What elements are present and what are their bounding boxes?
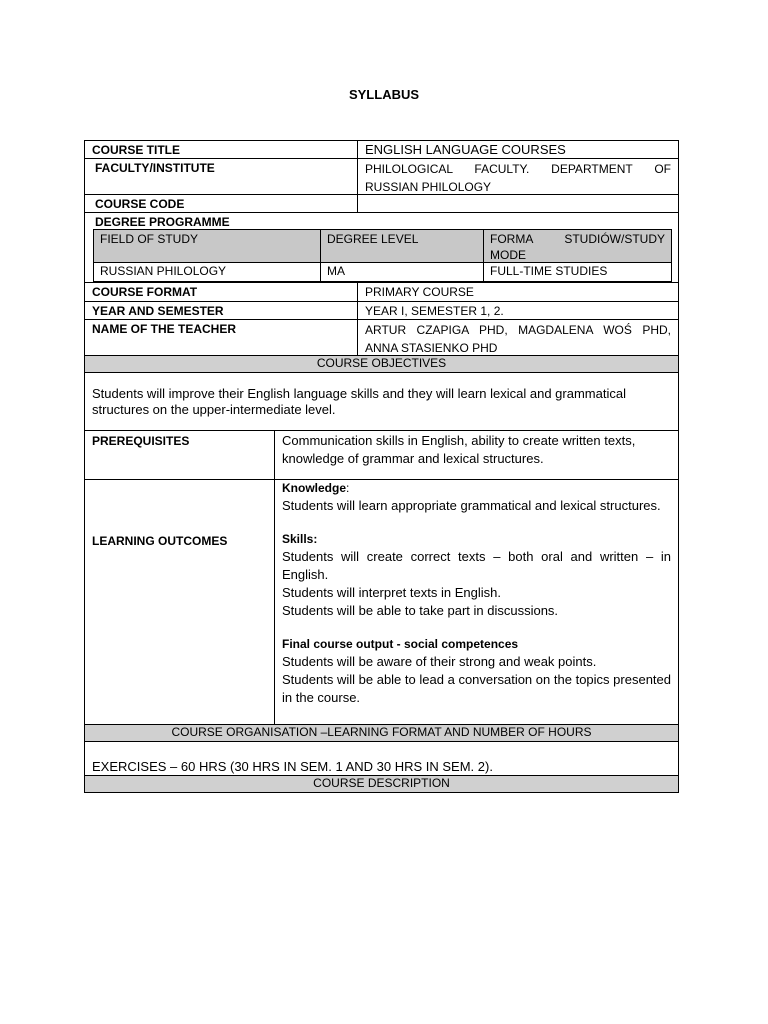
row-objectives: [84, 373, 679, 431]
degree-header-field: FIELD OF STUDY: [100, 232, 199, 246]
faculty-label: FACULTY/INSTITUTE: [95, 161, 215, 175]
course-format-value: PRIMARY COURSE: [357, 283, 678, 301]
row-course-title: [84, 140, 679, 159]
prerequisites-label: PREREQUISITES: [92, 434, 190, 448]
row-organisation: [84, 742, 679, 776]
degree-value-level: MA: [320, 262, 483, 281]
spacer: [282, 515, 671, 531]
organisation-text: EXERCISES – 60 HRS (30 HRS IN SEM. 1 AND 30 HRS IN SEM. 2).: [92, 759, 493, 774]
faculty-value: PHILOLOGICAL FACULTY. DEPARTMENT OF RUSSIAN PHILOLOGY: [357, 159, 678, 194]
spacer: [282, 620, 671, 636]
degree-value-field: RUSSIAN PHILOLOGY: [100, 264, 227, 278]
row-degree-programme: [84, 213, 679, 283]
syllabus-table: [84, 140, 679, 793]
degree-value-row: [93, 262, 672, 282]
row-course-code: [84, 195, 679, 213]
social-item-2: Students will be able to lead a conversation on the topics presented in the course.: [282, 672, 671, 705]
skills-item-3: Students will be able to take part in discussions.: [282, 603, 559, 618]
objectives-text: Students will improve their English language skills and they will learn lexical and grammatical structures on the upper-intermediate level.: [92, 386, 626, 417]
description-header: COURSE DESCRIPTION: [84, 776, 679, 793]
degree-header-row: [93, 229, 672, 263]
teacher-label: NAME OF THE TEACHER: [92, 322, 236, 336]
course-code-label: COURSE CODE: [95, 197, 185, 211]
social-heading: Final course output - social competences: [282, 637, 519, 651]
year-semester-value: YEAR I, SEMESTER 1, 2.: [357, 302, 678, 319]
skills-heading: Skills:: [282, 532, 318, 546]
degree-value-mode: FULL-TIME STUDIES: [483, 262, 671, 281]
objectives-header: COURSE OBJECTIVES: [84, 356, 679, 373]
learning-outcomes-content: [274, 480, 678, 724]
knowledge-colon: :: [346, 481, 350, 495]
course-title-label: COURSE TITLE: [92, 143, 181, 157]
social-item-1: Students will be aware of their strong and weak points.: [282, 654, 597, 669]
teacher-value: ARTUR CZAPIGA PHD, MAGDALENA WOŚ PHD, ANNA STASIENKO PHD: [357, 320, 678, 355]
prerequisites-text: Communication skills in English, ability to create written texts, knowledge of grammar and lexical structures.: [274, 431, 678, 479]
degree-programme-label: DEGREE PROGRAMME: [95, 215, 230, 229]
year-semester-label: YEAR AND SEMESTER: [92, 304, 224, 318]
row-course-format: [84, 283, 679, 302]
organisation-header: COURSE ORGANISATION –LEARNING FORMAT AND NUMBER OF HOURS: [84, 725, 679, 742]
skills-item-2: Students will interpret texts in English.: [282, 585, 501, 600]
row-year-semester: [84, 302, 679, 320]
degree-header-mode: FORMA STUDIÓW/STUDY MODE: [483, 230, 671, 262]
course-code-value: [357, 195, 678, 212]
learning-outcomes-label: LEARNING OUTCOMES: [92, 534, 228, 548]
document-title: SYLLABUS: [348, 87, 420, 102]
row-faculty: [84, 159, 679, 195]
degree-header-level: DEGREE LEVEL: [320, 230, 483, 262]
knowledge-heading: Knowledge: [282, 481, 347, 495]
row-prerequisites: [84, 431, 679, 480]
row-learning-outcomes: [84, 480, 679, 725]
course-format-label: COURSE FORMAT: [92, 285, 198, 299]
course-title-value: ENGLISH LANGUAGE COURSES: [357, 141, 678, 158]
skills-item-1: Students will create correct texts – both oral and written – in English.: [282, 549, 671, 582]
knowledge-heading-line: [282, 480, 671, 497]
row-teacher: [84, 320, 679, 356]
knowledge-text: Students will learn appropriate grammatical and lexical structures.: [282, 498, 661, 513]
